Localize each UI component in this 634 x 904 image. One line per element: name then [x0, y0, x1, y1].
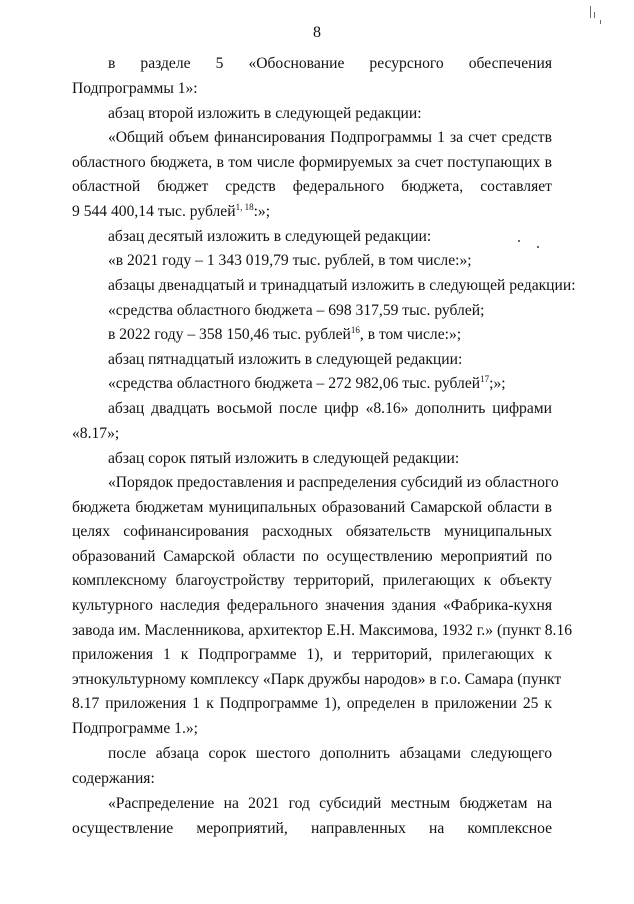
- text-line: «Порядок предоставления и распределения субсидий из областного: [108, 474, 559, 491]
- text-line: «8.17»;: [72, 425, 120, 442]
- text-line: «в 2021 году – 1 343 019,79 тыс. рублей, в том числе:»;: [108, 252, 472, 269]
- scan-mark: [594, 12, 595, 18]
- scan-mark: [600, 20, 601, 24]
- text-line: этнокультурному комплексу «Парк дружбы народов» в г.о. Самара (пункт: [72, 671, 562, 688]
- text-line: «средства областного бюджета – 698 317,59 тыс. рублей;: [108, 302, 485, 319]
- text-line: абзац второй изложить в следующей редакции:: [108, 105, 422, 122]
- text-line: в разделе 5 «Обоснование ресурсного обеспечения: [108, 55, 552, 72]
- text-line: 8.17 приложения 1 к Подпрограмме 1), определен в приложении 25 к: [72, 695, 552, 712]
- text-line: [108, 326, 552, 344]
- text-line: Подпрограмме 1.»;: [72, 720, 198, 737]
- footnote-ref: 1, 18: [235, 201, 254, 212]
- line-text: в 2022 году – 358 150,46 тыс. рублей: [108, 326, 351, 343]
- footnote-ref: 16: [350, 324, 360, 335]
- text-line: абзац десятый изложить в следующей редакции:: [108, 228, 432, 245]
- text-line: областной бюджет средств федерального бюджета, составляет: [72, 178, 552, 195]
- line-text: «средства областного бюджета – 272 982,06 тыс. рублей: [108, 375, 481, 392]
- text-line: «Распределение на 2021 год субсидий местным бюджетам на: [108, 795, 552, 812]
- text-line: после абзаца сорок шестого дополнить абзацами следующего: [108, 745, 552, 762]
- text-line: содержания:: [72, 770, 155, 787]
- scan-mark: [518, 240, 520, 242]
- text-line: бюджета бюджетам муниципальных образований Самарской области в: [72, 499, 552, 516]
- text-line: [72, 203, 552, 221]
- text-line: приложения 1 к Подпрограмме 1), и территорий, прилегающих к: [72, 646, 552, 663]
- text-line: образований Самарской области по осуществлению мероприятий по: [72, 548, 552, 565]
- text-line: Подпрограммы 1»:: [72, 80, 198, 97]
- text-line: завода им. Масленникова, архитектор Е.Н. Максимова, 1932 г.» (пункт 8.16: [72, 622, 573, 639]
- scan-mark: [537, 246, 539, 248]
- text-line: осуществление мероприятий, направленных на комплексное: [72, 820, 552, 837]
- text-line: областного бюджета, в том числе формируемых за счет поступающих в: [72, 154, 552, 171]
- text-line: абзац сорок пятый изложить в следующей редакции:: [108, 450, 460, 467]
- footnote-ref: 17: [480, 373, 490, 384]
- line-tail: ;»;: [489, 375, 506, 392]
- text-line: комплексному благоустройству территорий, прилегающих к объекту: [72, 572, 552, 589]
- text-line: абзац двадцать восьмой после цифр «8.16» дополнить цифрами: [108, 400, 552, 417]
- text-line: культурного наследия федерального значения здания «Фабрика-кухня: [72, 597, 552, 614]
- line-tail: , в том числе:»;: [359, 326, 462, 343]
- text-line: [108, 375, 552, 393]
- text-line: «Общий объем финансирования Подпрограммы 1 за счет средств: [108, 129, 552, 146]
- scan-mark: [590, 6, 591, 18]
- line-text: 9 544 400,14 тыс. рублей: [72, 203, 236, 220]
- line-tail: :»;: [253, 203, 271, 220]
- text-line: абзац пятнадцатый изложить в следующей редакции:: [108, 351, 463, 368]
- text-line: абзацы двенадцатый и тринадцатый изложить в следующей редакции:: [108, 277, 576, 294]
- text-line: целях софинансирования расходных обязательств муниципальных: [72, 523, 552, 540]
- page-number: 8: [313, 24, 321, 41]
